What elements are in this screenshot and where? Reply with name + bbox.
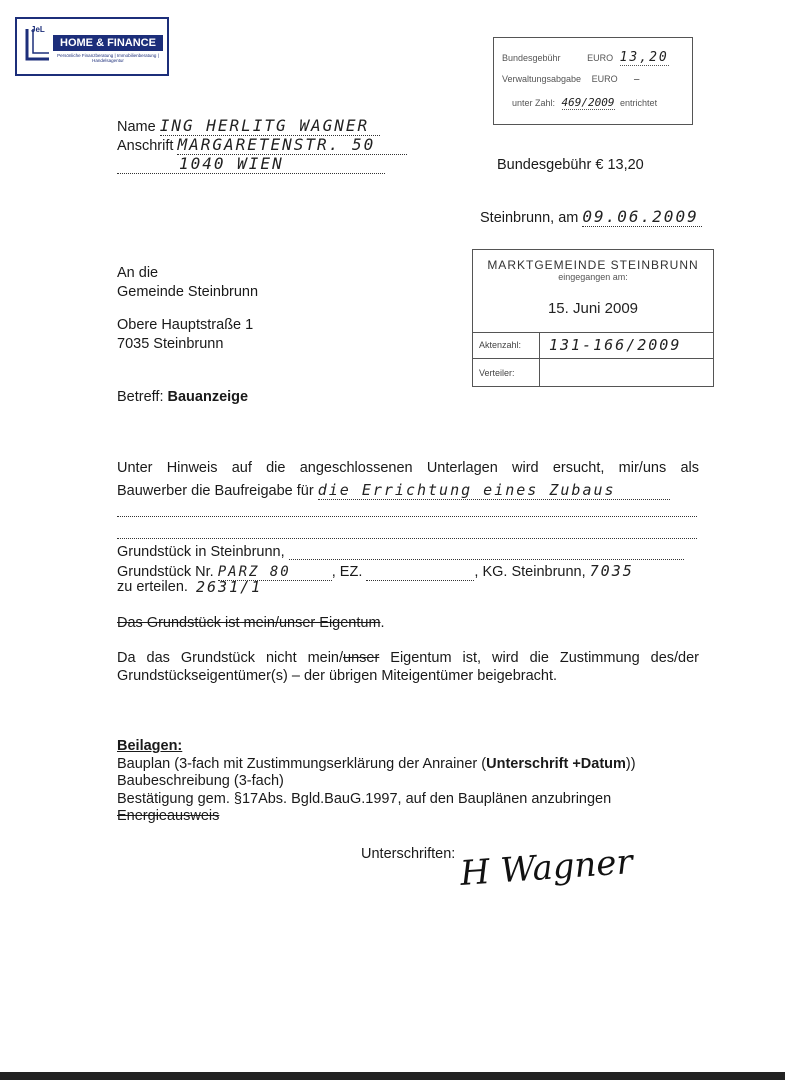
stamp-title: MARKTGEMEINDE STEINBRUNN [487, 258, 699, 272]
fee-row3-value: 469/2009 [561, 96, 615, 109]
consent-part1: Da das Grundstück nicht mein/ [117, 650, 344, 666]
logo-name: HOME & FINANCE [53, 35, 163, 51]
recipient-line3: Obere Hauptstraße 1 [117, 317, 254, 333]
fee-row3-suffix: entrichtet [620, 98, 658, 108]
kg-value: 7035 [589, 562, 634, 580]
subject-label: Betreff: [117, 389, 164, 405]
logo-letters: JeL [31, 25, 45, 34]
body-line2-handwriting: die Errichtung eines Zubaus [318, 481, 670, 500]
file-number-label: Aktenzahl: [479, 340, 522, 350]
fee-row2-currency: EURO [591, 74, 618, 84]
recipient-block [117, 264, 258, 354]
scan-edge [0, 1072, 785, 1080]
file-number-value: 131-166/2009 [549, 336, 682, 354]
plot-label: Grundstück in Steinbrunn, [117, 544, 285, 560]
fee-row1-currency: EURO [587, 53, 614, 63]
fee-row1-label: Bundesgebühr [502, 53, 561, 63]
sender-city-row [117, 154, 385, 174]
address-label: Anschrift [117, 138, 174, 154]
fee-stamp [493, 37, 693, 125]
fee-row2-value: – [634, 75, 642, 85]
ez-label: , EZ. [331, 564, 363, 580]
body-line1: Unter Hinweis auf die angeschlossenen Unterlagen wird ersucht, mir/uns als [117, 460, 699, 476]
fee-row2-label: Verwaltungsabgabe [502, 74, 582, 84]
body-line2-prefix: Bauwerber die Baufreigabe für [117, 483, 314, 499]
stamp-date: 15. Juni 2009 [547, 300, 639, 317]
attachment-item-3: Bestätigung gem. §17Abs. Bgld.BauG.1997, auf den Bauplänen anzubringen [117, 790, 612, 807]
sender-address-row [117, 135, 407, 155]
fee-row-number [512, 96, 657, 109]
recipient-line2: Gemeinde Steinbrunn [117, 284, 259, 300]
fee-row-admin [502, 74, 642, 85]
city-value: 1040 WIEN [117, 154, 385, 174]
address-value: MARGARETENSTR. 50 [177, 135, 407, 155]
consent-line2: Grundstückseigentümer(s) – der übrigen Miteigentümer beigebracht. [117, 668, 558, 684]
fee-line: Bundesgebühr € 13,20 [497, 157, 644, 173]
plot-number-row [117, 562, 634, 581]
company-logo [15, 17, 169, 76]
ownership-struck-text: Das Grundstück ist mein/unser Eigentum [117, 615, 381, 631]
date-value: 09.06.2009 [582, 207, 702, 227]
attachment-item-4-struck: Energieausweis [117, 808, 220, 824]
conclusion-row [117, 579, 188, 595]
fee-row1-value: 13,20 [619, 50, 669, 65]
received-stamp [472, 249, 714, 387]
logo-tagline: Persönliche Finanzberatung | Immobilienberatung | Handelsagentur [57, 53, 159, 63]
attachments-heading: Beilagen: [117, 738, 183, 754]
signature-handwriting: H Wagner [458, 842, 634, 894]
sender-name-row [117, 116, 380, 136]
fee-row-federal [502, 50, 669, 65]
ownership-struck-row: Das Grundstück ist mein/unser Eigentum. [117, 615, 385, 631]
attachment-item-2: Baubeschreibung (3-fach) [117, 773, 284, 789]
attachment-item-1-suffix: )) [625, 755, 636, 772]
recipient-line1: An die [117, 265, 159, 281]
plot-nr-label: Grundstück Nr. [117, 564, 214, 580]
conclusion-text: zu erteilen. [117, 579, 188, 595]
subject-row [117, 389, 248, 405]
subject-value: Bauanzeige [167, 389, 249, 405]
name-label: Name [117, 119, 156, 135]
plot-extra-number: 2631/1 [196, 578, 263, 596]
stamp-subtitle: eingegangen am: [558, 272, 628, 282]
place-label: Steinbrunn, am [480, 210, 579, 226]
signature-label: Unterschriften: [361, 846, 456, 862]
recipient-line4: 7035 Steinbrunn [117, 336, 224, 352]
attachments-block [117, 738, 636, 826]
attachment-item-1-bold: Unterschrift +Datum [486, 755, 626, 772]
attachment-item-4 [117, 808, 636, 826]
consent-struck: unser [343, 650, 380, 666]
blank-line-1 [117, 516, 697, 517]
name-value: ING HERLITG WAGNER [160, 116, 380, 136]
place-date [480, 207, 702, 227]
plot-row [117, 544, 699, 560]
body-line2 [117, 481, 699, 500]
blank-line-2 [117, 538, 697, 539]
distributor-label: Verteiler: [479, 368, 515, 378]
attachment-item-1-prefix: Bauplan (3-fach mit Zustimmungserklärung der Anrainer ( [117, 755, 487, 772]
plot-nr-value: PARZ 80 [218, 564, 332, 581]
consent-line1 [117, 650, 699, 666]
attachment-item-1 [117, 756, 636, 774]
fee-row3-label: unter Zahl: [512, 98, 556, 108]
kg-label: , KG. Steinbrunn, [474, 564, 586, 580]
consent-part2: Eigentum ist, wird die Zustimmung des/der [379, 650, 699, 666]
